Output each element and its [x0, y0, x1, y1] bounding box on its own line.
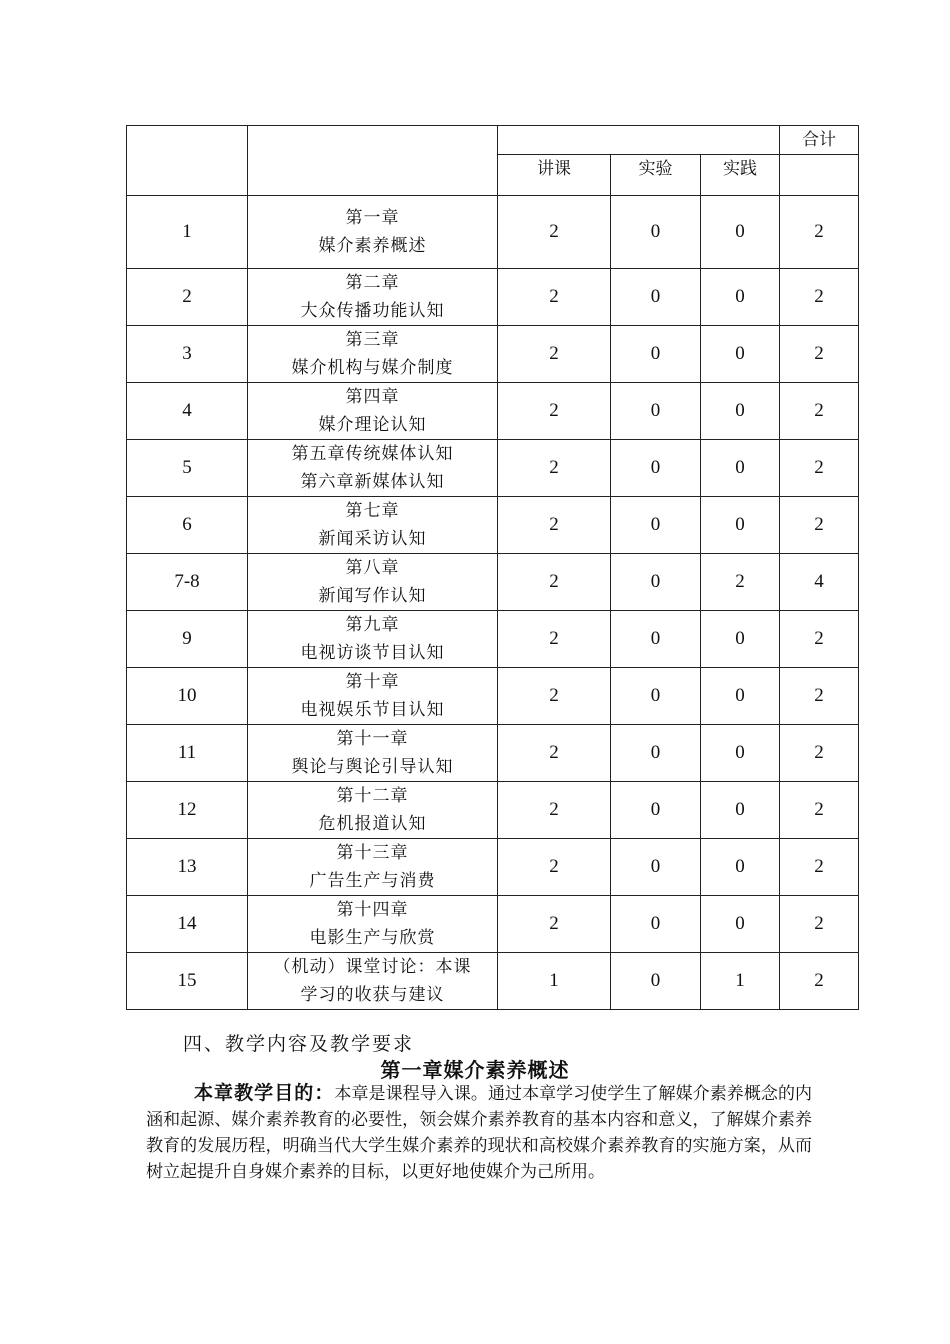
table-row [127, 269, 859, 326]
table-row [127, 196, 859, 269]
course-hours-table [126, 125, 859, 1010]
week-cell: 2 [127, 269, 248, 326]
section-heading: 四、教学内容及教学要求 [183, 1033, 415, 1055]
chapter-cell [248, 725, 498, 782]
chapter-line-2: 大众传播功能认知 [300, 301, 445, 321]
chapter-line-2: 媒介机构与媒介制度 [291, 358, 454, 378]
experiment-hours-cell: 0 [611, 196, 701, 269]
total-hours-cell: 4 [780, 554, 859, 611]
practice-hours-cell: 0 [701, 782, 780, 839]
experiment-hours-cell: 0 [611, 554, 701, 611]
header-row-top [127, 126, 859, 155]
chapter-cell [248, 554, 498, 611]
header-total-empty [780, 155, 859, 196]
chapter-line-1: 第四章 [345, 387, 400, 407]
objective-paragraph [146, 1080, 812, 1185]
practice-hours-cell: 0 [701, 269, 780, 326]
lecture-hours-cell: 2 [498, 196, 611, 269]
header-total: 合计 [780, 126, 859, 155]
chapter-line-2: 电视娱乐节目认知 [300, 700, 445, 720]
lecture-hours-cell: 2 [498, 440, 611, 497]
header-week-cell [127, 126, 248, 196]
experiment-hours-cell: 0 [611, 896, 701, 953]
practice-hours-cell: 0 [701, 497, 780, 554]
chapter-cell [248, 440, 498, 497]
chapter-line-2: 电视访谈节目认知 [300, 643, 445, 663]
table-row [127, 725, 859, 782]
chapter-cell [248, 497, 498, 554]
chapter-line-2: 广告生产与消费 [309, 871, 436, 891]
chapter-line-1: 第十三章 [336, 843, 409, 863]
chapter-cell [248, 896, 498, 953]
lecture-hours-cell: 2 [498, 839, 611, 896]
lecture-hours-cell: 2 [498, 269, 611, 326]
objective-text: 本章是课程导入课。通过本章学习使学生了解媒介素养概念的内涵和起源、媒介素养教育的必要性，领会媒介素养教育的基本内容和意义，了解媒介素养教育的发展历程，明确当代大学生媒介素养的现状和高校媒介素养教育的实施方案，从而树立起提升自身媒介素养的目标，以更好地使媒介为己所用。 [146, 1084, 812, 1182]
chapter-cell [248, 383, 498, 440]
week-cell: 10 [127, 668, 248, 725]
week-cell: 5 [127, 440, 248, 497]
chapter-cell [248, 326, 498, 383]
total-hours-cell: 2 [780, 782, 859, 839]
chapter-line-2: 舆论与舆论引导认知 [291, 757, 454, 777]
experiment-hours-cell: 0 [611, 497, 701, 554]
week-cell: 14 [127, 896, 248, 953]
week-cell: 1 [127, 196, 248, 269]
chapter-line-1: 第三章 [345, 330, 400, 350]
practice-hours-cell: 0 [701, 725, 780, 782]
lecture-hours-cell: 2 [498, 896, 611, 953]
lecture-hours-cell: 1 [498, 953, 611, 1010]
table-row [127, 440, 859, 497]
chapter-line-2: 危机报道认知 [318, 814, 427, 834]
practice-hours-cell: 0 [701, 440, 780, 497]
chapter-line-1: 第八章 [345, 558, 400, 578]
total-hours-cell: 2 [780, 725, 859, 782]
experiment-hours-cell: 0 [611, 326, 701, 383]
table-body [127, 196, 859, 1010]
total-hours-cell: 2 [780, 497, 859, 554]
experiment-hours-cell: 0 [611, 725, 701, 782]
chapter-cell [248, 668, 498, 725]
total-hours-cell: 2 [780, 668, 859, 725]
header-practice: 实践 [701, 155, 780, 196]
chapter-cell [248, 196, 498, 269]
total-hours-cell: 2 [780, 896, 859, 953]
practice-hours-cell: 0 [701, 896, 780, 953]
practice-hours-cell: 0 [701, 383, 780, 440]
header-lecture: 讲课 [498, 155, 611, 196]
week-cell: 12 [127, 782, 248, 839]
chapter-line-2: 媒介素养概述 [318, 236, 427, 256]
week-cell: 13 [127, 839, 248, 896]
table-row [127, 668, 859, 725]
table-row [127, 326, 859, 383]
chapter-line-1: 第七章 [345, 501, 400, 521]
practice-hours-cell: 0 [701, 326, 780, 383]
week-cell: 6 [127, 497, 248, 554]
experiment-hours-cell: 0 [611, 782, 701, 839]
chapter-line-2: 学习的收获与建议 [300, 985, 445, 1005]
chapter-line-1: 第五章传统媒体认知 [291, 444, 454, 464]
table-row [127, 839, 859, 896]
week-cell: 7-8 [127, 554, 248, 611]
week-cell: 15 [127, 953, 248, 1010]
chapter-title: 第一章媒介素养概述 [380, 1058, 570, 1082]
chapter-line-2: 电影生产与欣赏 [309, 928, 436, 948]
lecture-hours-cell: 2 [498, 611, 611, 668]
experiment-hours-cell: 0 [611, 953, 701, 1010]
experiment-hours-cell: 0 [611, 383, 701, 440]
lecture-hours-cell: 2 [498, 326, 611, 383]
table-row [127, 782, 859, 839]
chapter-cell [248, 839, 498, 896]
lecture-hours-cell: 2 [498, 725, 611, 782]
week-cell: 3 [127, 326, 248, 383]
total-hours-cell: 2 [780, 839, 859, 896]
lecture-hours-cell: 2 [498, 554, 611, 611]
practice-hours-cell: 2 [701, 554, 780, 611]
practice-hours-cell: 0 [701, 839, 780, 896]
chapter-cell [248, 269, 498, 326]
lecture-hours-cell: 2 [498, 782, 611, 839]
chapter-line-1: 第九章 [345, 615, 400, 635]
chapter-line-1: 第二章 [345, 273, 400, 293]
table-row [127, 896, 859, 953]
lecture-hours-cell: 2 [498, 383, 611, 440]
objective-label: 本章教学目的： [194, 1082, 335, 1104]
total-hours-cell: 2 [780, 611, 859, 668]
week-cell: 4 [127, 383, 248, 440]
experiment-hours-cell: 0 [611, 668, 701, 725]
week-cell: 9 [127, 611, 248, 668]
chapter-cell [248, 611, 498, 668]
experiment-hours-cell: 0 [611, 611, 701, 668]
chapter-line-1: 第十章 [345, 672, 400, 692]
chapter-line-1: 第十四章 [336, 900, 409, 920]
total-hours-cell: 2 [780, 383, 859, 440]
lecture-hours-cell: 2 [498, 668, 611, 725]
chapter-line-2: 媒介理论认知 [318, 415, 427, 435]
chapter-line-1: 第十二章 [336, 786, 409, 806]
lecture-hours-cell: 2 [498, 497, 611, 554]
table-row [127, 554, 859, 611]
total-hours-cell: 2 [780, 326, 859, 383]
header-hours-cell [498, 126, 780, 155]
total-hours-cell: 2 [780, 196, 859, 269]
total-hours-cell: 2 [780, 269, 859, 326]
experiment-hours-cell: 0 [611, 440, 701, 497]
week-cell: 11 [127, 725, 248, 782]
experiment-hours-cell: 0 [611, 269, 701, 326]
chapter-line-2: 第六章新媒体认知 [300, 472, 445, 492]
practice-hours-cell: 0 [701, 611, 780, 668]
total-hours-cell: 2 [780, 440, 859, 497]
practice-hours-cell: 0 [701, 668, 780, 725]
header-content-cell [248, 126, 498, 196]
table-row [127, 611, 859, 668]
chapter-line-1: 第一章 [345, 208, 400, 228]
chapter-line-1: 第十一章 [336, 729, 409, 749]
chapter-line-2: 新闻采访认知 [318, 529, 427, 549]
chapter-cell [248, 953, 498, 1010]
practice-hours-cell: 1 [701, 953, 780, 1010]
chapter-line-1: （机动）课堂讨论：本课 [273, 957, 472, 977]
chapter-cell [248, 782, 498, 839]
header-experiment: 实验 [611, 155, 701, 196]
total-hours-cell: 2 [780, 953, 859, 1010]
table-row [127, 383, 859, 440]
experiment-hours-cell: 0 [611, 839, 701, 896]
practice-hours-cell: 0 [701, 196, 780, 269]
table-row [127, 953, 859, 1010]
chapter-line-2: 新闻写作认知 [318, 586, 427, 606]
table-row [127, 497, 859, 554]
